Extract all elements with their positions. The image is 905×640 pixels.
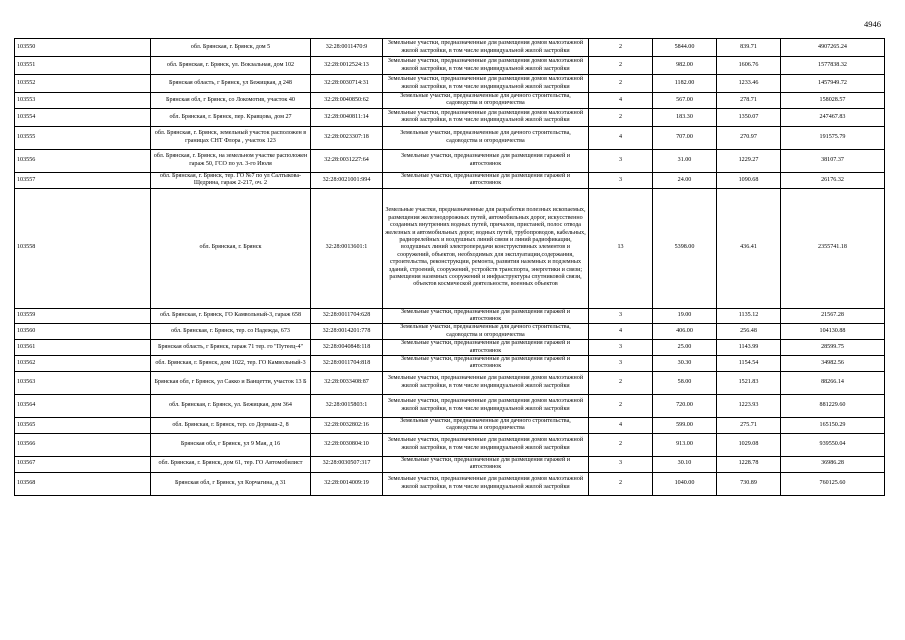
area-cell: 31.00 [653, 149, 717, 172]
total-value-cell: 28599.75 [781, 340, 885, 356]
land-use-cell: Земельные участки, предназначенные для размещения гаражей и автостоянок [383, 172, 589, 188]
land-use-cell: Земельные участки, предназначенные для размещения гаражей и автостоянок [383, 308, 589, 324]
unit-value-cell: 1606.76 [717, 57, 781, 75]
table-row [15, 472, 885, 495]
land-use-cell: Земельные участки, предназначенные для размещения домов малоэтажной жилой застройки, в том числе индивидуальной жилой застройки [383, 371, 589, 394]
row-number: 103564 [15, 394, 151, 417]
area-cell: 599.00 [653, 417, 717, 433]
land-use-cell: Земельные участки, предназначенные для размещения гаражей и автостоянок [383, 356, 589, 372]
address-cell: обл. Брянская, г. Брянск, пер. Кравцова, дом 27 [151, 108, 311, 126]
area-cell: 982.00 [653, 57, 717, 75]
unit-value-cell: 256.48 [717, 324, 781, 340]
table-row [15, 188, 885, 308]
cadastral-number-cell: 32:28:0014009:19 [311, 472, 383, 495]
group-code-cell: 3 [589, 149, 653, 172]
unit-value-cell: 270.97 [717, 126, 781, 149]
group-code-cell: 3 [589, 356, 653, 372]
total-value-cell: 1457949.72 [781, 75, 885, 93]
area-cell: 25.00 [653, 340, 717, 356]
address-cell: Брянская обл, г Брянск, ул 9 Мая, д 16 [151, 433, 311, 456]
area-cell: 567.00 [653, 93, 717, 109]
table-row [15, 308, 885, 324]
row-number: 103557 [15, 172, 151, 188]
table-row [15, 93, 885, 109]
land-use-cell: Земельные участки, предназначенные для размещения домов малоэтажной жилой застройки, в том числе индивидуальной жилой застройки [383, 75, 589, 93]
unit-value-cell: 730.89 [717, 472, 781, 495]
group-code-cell: 2 [589, 39, 653, 57]
row-number: 103558 [15, 188, 151, 308]
group-code-cell: 4 [589, 126, 653, 149]
group-code-cell: 2 [589, 108, 653, 126]
unit-value-cell: 1223.93 [717, 394, 781, 417]
table-row [15, 172, 885, 188]
address-cell: Брянская обл, г Брянск, ул Сакко и Ванцетти, участок 13 Б [151, 371, 311, 394]
unit-value-cell: 1135.12 [717, 308, 781, 324]
table-row [15, 108, 885, 126]
total-value-cell: 191575.79 [781, 126, 885, 149]
cadastral-number-cell: 32:28:0011470:9 [311, 39, 383, 57]
address-cell: Брянская область, г Брянск, гараж 71 тер. го "Путеец-4" [151, 340, 311, 356]
row-number: 103567 [15, 456, 151, 472]
table-row [15, 371, 885, 394]
address-cell: обл. Брянская, г. Брянск, дом 5 [151, 39, 311, 57]
table-row [15, 356, 885, 372]
row-number: 103555 [15, 126, 151, 149]
address-cell: обл. Брянская, г. Брянск [151, 188, 311, 308]
area-cell: 24.00 [653, 172, 717, 188]
unit-value-cell: 1350.07 [717, 108, 781, 126]
table-row [15, 39, 885, 57]
area-cell: 5398.00 [653, 188, 717, 308]
land-registry-table [14, 38, 885, 496]
land-use-cell: Земельные участки, предназначенные для размещения домов малоэтажной жилой застройки, в том числе индивидуальной жилой застройки [383, 394, 589, 417]
address-cell: обл. Брянская, г. Брянск, тер. ГО №7 по ул Салтыкова-Щедрина, гараж 2-217, оч. 2 [151, 172, 311, 188]
total-value-cell: 21567.28 [781, 308, 885, 324]
table-row [15, 417, 885, 433]
row-number: 103553 [15, 93, 151, 109]
row-number: 103560 [15, 324, 151, 340]
table-row [15, 126, 885, 149]
unit-value-cell: 1228.78 [717, 456, 781, 472]
page-number: 4946 [864, 19, 881, 29]
cadastral-number-cell: 32:28:0033408:87 [311, 371, 383, 394]
group-code-cell: 4 [589, 93, 653, 109]
area-cell: 5844.00 [653, 39, 717, 57]
address-cell: Брянская обл, г Брянск, ул Корчагина, д 31 [151, 472, 311, 495]
land-use-cell: Земельные участки, предназначенные для размещения домов малоэтажной жилой застройки, в том числе индивидуальной жилой застройки [383, 108, 589, 126]
total-value-cell: 881229.60 [781, 394, 885, 417]
group-code-cell: 2 [589, 394, 653, 417]
land-use-cell: Земельные участки, предназначенные для размещения домов малоэтажной жилой застройки, в том числе индивидуальной жилой застройки [383, 57, 589, 75]
total-value-cell: 34982.56 [781, 356, 885, 372]
area-cell: 1040.00 [653, 472, 717, 495]
total-value-cell: 38107.37 [781, 149, 885, 172]
area-cell: 406.00 [653, 324, 717, 340]
table-row [15, 324, 885, 340]
cadastral-number-cell: 32:28:0030804:10 [311, 433, 383, 456]
total-value-cell: 104130.88 [781, 324, 885, 340]
total-value-cell: 4907265.24 [781, 39, 885, 57]
cadastral-number-cell: 32:28:0030714:31 [311, 75, 383, 93]
area-cell: 1182.00 [653, 75, 717, 93]
group-code-cell: 2 [589, 57, 653, 75]
cadastral-number-cell: 32:28:0040848:118 [311, 340, 383, 356]
row-number: 103563 [15, 371, 151, 394]
row-number: 103559 [15, 308, 151, 324]
row-number: 103562 [15, 356, 151, 372]
area-cell: 30.10 [653, 456, 717, 472]
land-use-cell: Земельные участки, предназначенные для дачного строительства, садоводства и огородничества [383, 126, 589, 149]
address-cell: обл. Брянская, г. Брянск, тер. со Надежда, 673 [151, 324, 311, 340]
land-use-cell: Земельные участки, предназначенные для размещения гаражей и автостоянок [383, 149, 589, 172]
cadastral-number-cell: 32:28:0040811:14 [311, 108, 383, 126]
cadastral-number-cell: 32:28:0011704:628 [311, 308, 383, 324]
land-use-cell: Земельные участки, предназначенные для размещения гаражей и автостоянок [383, 340, 589, 356]
unit-value-cell: 275.71 [717, 417, 781, 433]
group-code-cell: 13 [589, 188, 653, 308]
total-value-cell: 1577838.32 [781, 57, 885, 75]
total-value-cell: 158028.57 [781, 93, 885, 109]
total-value-cell: 760125.60 [781, 472, 885, 495]
land-use-cell: Земельные участки, предназначенные для размещения домов малоэтажной жилой застройки, в том числе индивидуальной жилой застройки [383, 472, 589, 495]
row-number: 103554 [15, 108, 151, 126]
land-use-cell: Земельные участки, предназначенные для дачного строительства, садоводства и огородничества [383, 93, 589, 109]
land-use-cell: Земельные участки, предназначенные для дачного строительства, садоводства и огородничества [383, 417, 589, 433]
table-row [15, 394, 885, 417]
cadastral-number-cell: 32:28:0021001:994 [311, 172, 383, 188]
cadastral-number-cell: 32:28:0023307:18 [311, 126, 383, 149]
unit-value-cell: 436.41 [717, 188, 781, 308]
row-number: 103565 [15, 417, 151, 433]
area-cell: 30.30 [653, 356, 717, 372]
address-cell: обл. Брянская, г. Брянск, дом 1022, тер. ГО Камвольный-3 [151, 356, 311, 372]
table-row [15, 149, 885, 172]
address-cell: обл. Брянская, г. Брянск, на земельном участке расположен гараж 50, ГСО по ул. 3-го Июля [151, 149, 311, 172]
area-cell: 19.00 [653, 308, 717, 324]
group-code-cell: 3 [589, 308, 653, 324]
cadastral-number-cell: 32:28:0032802:16 [311, 417, 383, 433]
address-cell: обл. Брянская, г. Брянск, тер. со Дормаш-2, 8 [151, 417, 311, 433]
area-cell: 58.00 [653, 371, 717, 394]
cadastral-number-cell: 32:28:0011704:818 [311, 356, 383, 372]
cadastral-number-cell: 32:28:0030507:317 [311, 456, 383, 472]
land-use-cell: Земельные участки, предназначенные для размещения домов малоэтажной жилой застройки, в том числе индивидуальной жилой застройки [383, 433, 589, 456]
total-value-cell: 165150.29 [781, 417, 885, 433]
unit-value-cell: 1154.54 [717, 356, 781, 372]
total-value-cell: 88266.14 [781, 371, 885, 394]
address-cell: обл. Брянская, г. Брянск, ул. Бежицкая, дом 364 [151, 394, 311, 417]
land-use-cell: Земельные участки, предназначенные для размещения гаражей и автостоянок [383, 456, 589, 472]
area-cell: 707.00 [653, 126, 717, 149]
area-cell: 913.00 [653, 433, 717, 456]
unit-value-cell: 1143.99 [717, 340, 781, 356]
address-cell: обл. Брянская, г. Брянск, ул. Вокзальная, дом 102 [151, 57, 311, 75]
group-code-cell: 2 [589, 371, 653, 394]
group-code-cell: 2 [589, 472, 653, 495]
unit-value-cell: 1233.46 [717, 75, 781, 93]
total-value-cell: 939550.04 [781, 433, 885, 456]
cadastral-number-cell: 32:28:0013601:1 [311, 188, 383, 308]
land-use-cell: Земельные участки, предназначенные для разработки полезных ископаемых, размещения железнодорожных путей, автомобильных дорог, искусственно созданных внутренних водных путей, причалов, пристаней, полос отвода железных и автомобильных дорог, водных путей, трубопроводов, кабельных, радиорелейных и воздушных линий связи и линий радиофикации, воздушных линий электропередачи конструктивных элементов и сооружений, объектов, необходимых для эксплуатации,содержания, строительства, реконструкции, ремонта, развития наземных и подземных зданий, строений, сооружений, устройств транспорта, энергетики и связи; размещения наземных сооружений и инфраструктуры спутниковой связи, объектов космической деятельности, военных объектов [383, 188, 589, 308]
land-use-cell: Земельные участки, предназначенные для дачного строительства, садоводства и огородничества [383, 324, 589, 340]
group-code-cell: 3 [589, 456, 653, 472]
unit-value-cell: 1229.27 [717, 149, 781, 172]
row-number: 103566 [15, 433, 151, 456]
row-number: 103552 [15, 75, 151, 93]
group-code-cell: 4 [589, 324, 653, 340]
address-cell: обл. Брянская, г. Брянск, земельный участок расположен в границах СНТ Флора , участок 123 [151, 126, 311, 149]
group-code-cell: 3 [589, 340, 653, 356]
total-value-cell: 26176.32 [781, 172, 885, 188]
cadastral-number-cell: 32:28:0031227:64 [311, 149, 383, 172]
area-cell: 183.30 [653, 108, 717, 126]
table-row [15, 340, 885, 356]
address-cell: обл. Брянская, г. Брянск, ГО Камвольный-3, гараж 658 [151, 308, 311, 324]
total-value-cell: 247467.83 [781, 108, 885, 126]
land-use-cell: Земельные участки, предназначенные для размещения домов малоэтажной жилой застройки, в том числе индивидуальной жилой застройки [383, 39, 589, 57]
cadastral-number-cell: 32:28:0012524:13 [311, 57, 383, 75]
total-value-cell: 2355741.18 [781, 188, 885, 308]
table-row [15, 75, 885, 93]
total-value-cell: 36986.28 [781, 456, 885, 472]
row-number: 103550 [15, 39, 151, 57]
cadastral-number-cell: 32:28:0040850:62 [311, 93, 383, 109]
table-row [15, 57, 885, 75]
area-cell: 720.00 [653, 394, 717, 417]
group-code-cell: 2 [589, 75, 653, 93]
cadastral-number-cell: 32:28:0015803:1 [311, 394, 383, 417]
unit-value-cell: 1029.08 [717, 433, 781, 456]
address-cell: Брянская обл, г Брянск, со Локомотив, участок 40 [151, 93, 311, 109]
unit-value-cell: 1521.83 [717, 371, 781, 394]
row-number: 103561 [15, 340, 151, 356]
row-number: 103556 [15, 149, 151, 172]
row-number: 103551 [15, 57, 151, 75]
group-code-cell: 2 [589, 433, 653, 456]
address-cell: обл. Брянская, г. Брянск, дом 61, тер. ГО Автомобилист [151, 456, 311, 472]
table-row [15, 433, 885, 456]
table-row [15, 456, 885, 472]
group-code-cell: 3 [589, 172, 653, 188]
cadastral-number-cell: 32:28:0014201:778 [311, 324, 383, 340]
unit-value-cell: 1090.68 [717, 172, 781, 188]
address-cell: Брянская область, г Брянск, ул Бежицкая, д 248 [151, 75, 311, 93]
unit-value-cell: 839.71 [717, 39, 781, 57]
row-number: 103568 [15, 472, 151, 495]
group-code-cell: 4 [589, 417, 653, 433]
table-body [15, 39, 885, 496]
unit-value-cell: 278.71 [717, 93, 781, 109]
